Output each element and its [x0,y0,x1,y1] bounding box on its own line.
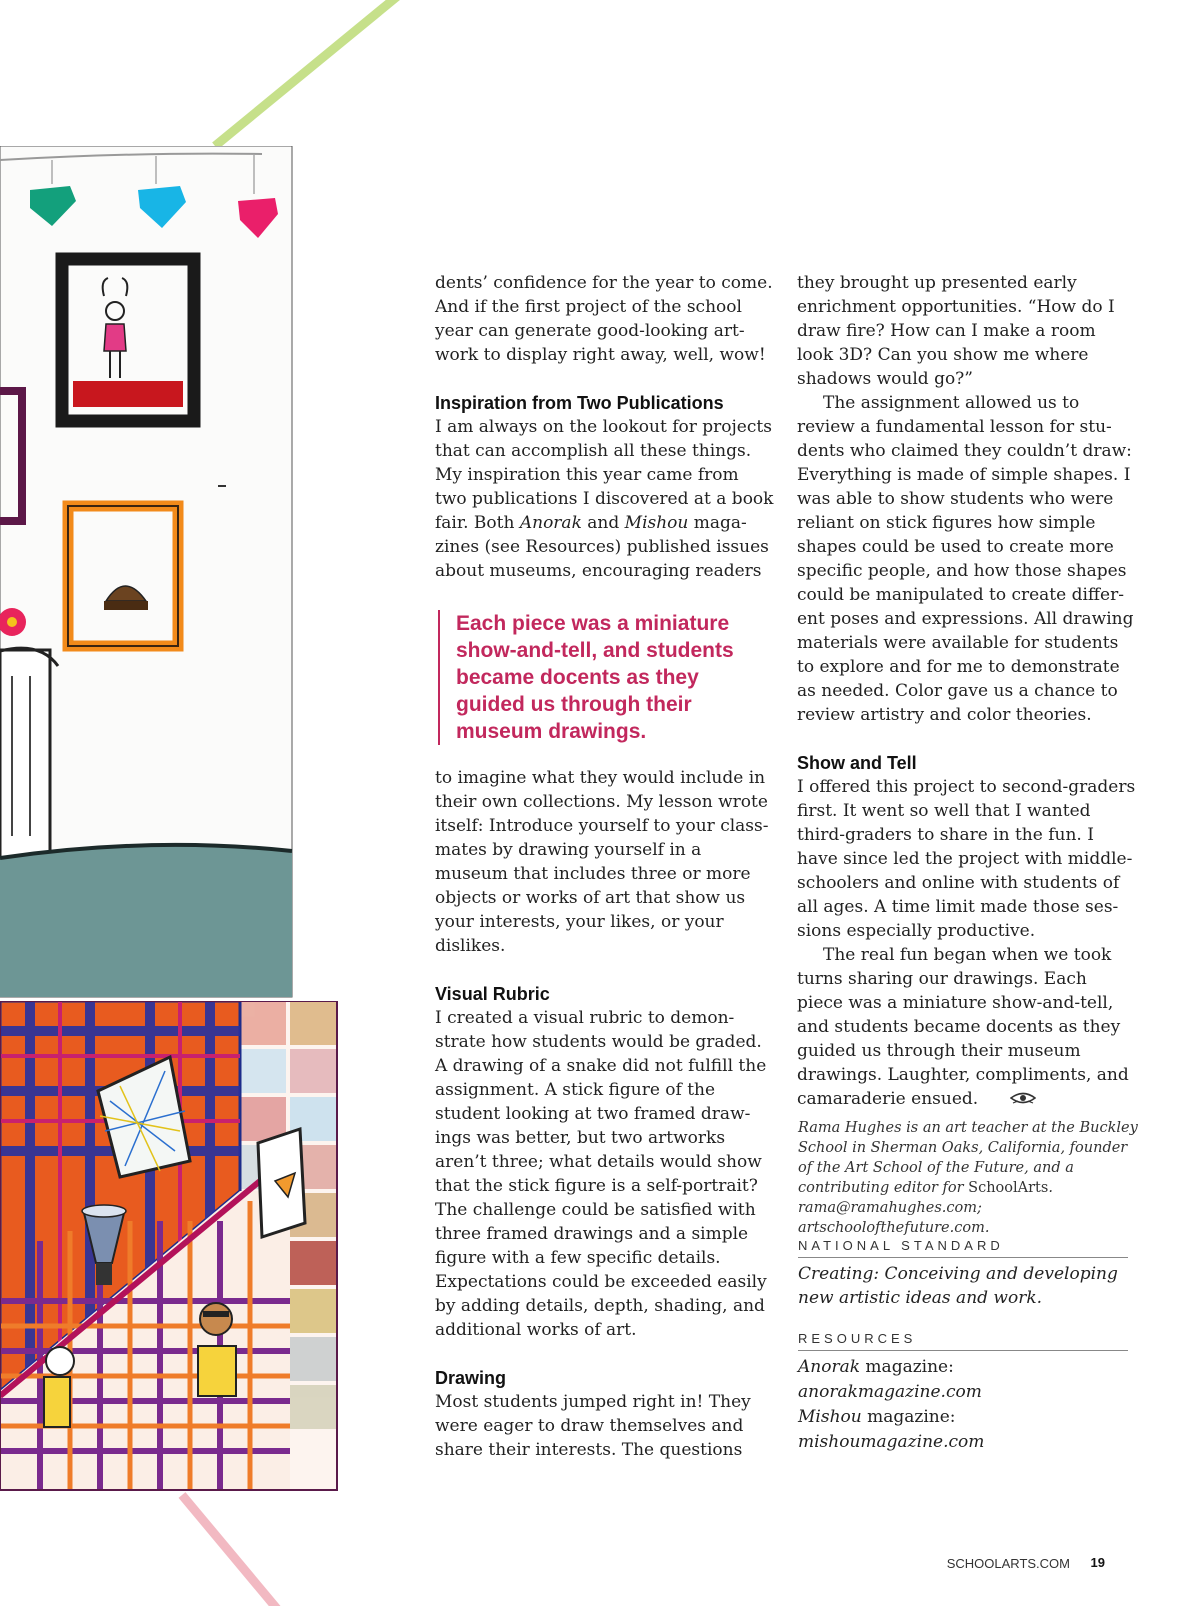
eye-icon [984,1088,1036,1112]
student-museum-drawing-bottom [0,1001,338,1491]
national-standard-label: NATIONAL STANDARD [798,1238,1004,1253]
yellow-pedestal-left [44,1377,70,1427]
national-standard-text: Creating: Conceiving and developing new artistic ideas and work. [798,1264,1118,1308]
resource-item: Mishou magazine: mishoumagazine.com [798,1407,985,1452]
national-standard-box [798,1238,1128,1310]
paragraph: dents’ confidence for the year to come. And if the first project of the school year can generate good-looking artwork to display right away, well, wow! [435,273,773,365]
resource-link[interactable]: anorakmagazine.com [798,1382,982,1402]
pink-diagonal-stripe [182,1495,278,1606]
paragraph: I offered this project to second-graders first. It went so well that I wanted third-graders to share in the fun. I have since led the project with middle-schoolers and online with students of all ages. A time limit made those sessions especially productive. [797,777,1136,941]
paragraph: Most students jumped right in! They were eager to draw themselves and share their interests. The questions [435,1392,751,1460]
section-heading-visual-rubric: Visual Rubric [435,984,550,1004]
resources-box [798,1331,1128,1455]
paragraph: to imagine what they would include in their own collections. My lesson wrote itself: Introduce yourself to your classmates by drawing yourself in a museum that includes three or more objects or works of art that show us your interests, your likes, or your dislikes. [435,768,769,956]
section-heading-inspiration: Inspiration from Two Publications [435,393,724,413]
resources-label: RESOURCES [798,1331,917,1346]
student-museum-drawing-top [0,146,293,998]
paragraph: they brought up presented early enrichment opportunities. “How do I draw fire? How can I make a room look 3D? Can you show me where shadows would go?” [797,273,1115,389]
paragraph: I created a visual rubric to demonstrate how students would be graded. A drawing of a snake did not fulfill the assignment. A stick figure of the student looking at two framed drawings was better, but two artworks aren’t three; what details would show that the stick figure is a self-portrait? The challenge could be satisfied with three framed drawings and a simple figure with a few specific details. Expectations could be exceeded easily by adding details, depth, shading, and additional works of art. [435,1008,767,1340]
section-heading-show-and-tell: Show and Tell [797,753,917,773]
text-column-left-continued [435,766,775,1462]
paragraph: The assignment allowed us to review a fundamental lesson for students who claimed they couldn’t draw: Everything is made of simple shapes. I was able to show students who were reliant on stick figures how simple shapes could be used to create more specific people, and how those shapes could be manipulated to create different poses and expressions. All drawing materials were available for students to explore and for me to demonstrate as needed. Color gave us a chance to review artistry and color theories. [797,393,1134,725]
page-number: 19 [1090,1555,1105,1570]
author-bio: Rama Hughes is an art teacher at the Buckley School in Sherman Oaks, California, founder of the Art School of the Future, and a contributing editor for SchoolArts. rama@ramahughes.com; artschoolofthefuture.com. [798,1120,1138,1236]
section-heading-drawing: Drawing [435,1368,507,1388]
pull-quote: Each piece was a miniature show-and-tell, and students became docents as they guided us through their museum drawings. [438,610,756,745]
footer-site-name: SCHOOLARTS.COM [946,1556,1070,1571]
teal-floor [0,845,292,997]
yellow-pedestal-right [198,1346,236,1396]
paragraph: I am always on the lookout for projects that can accomplish all these things. My inspiration this year came from two publications I discovered at a book fair. Both Anorak and Mishou magazines (see Resources) published issues about museums, encouraging readers [435,417,774,581]
green-diagonal-stripe [215,0,405,146]
white-pedestal [0,650,50,870]
resource-link[interactable]: mishoumagazine.com [798,1432,985,1452]
text-column-left [435,271,775,583]
resource-item: Anorak magazine: anorakmagazine.com [798,1357,982,1402]
text-column-right [797,271,1137,1112]
paragraph: The real fun began when we took turns sharing our drawings. Each piece was a miniature show-and-tell, and students became docents as they guided us through their museum drawings. Laughter, compliments, and camaraderie ensued. [797,943,1137,1112]
